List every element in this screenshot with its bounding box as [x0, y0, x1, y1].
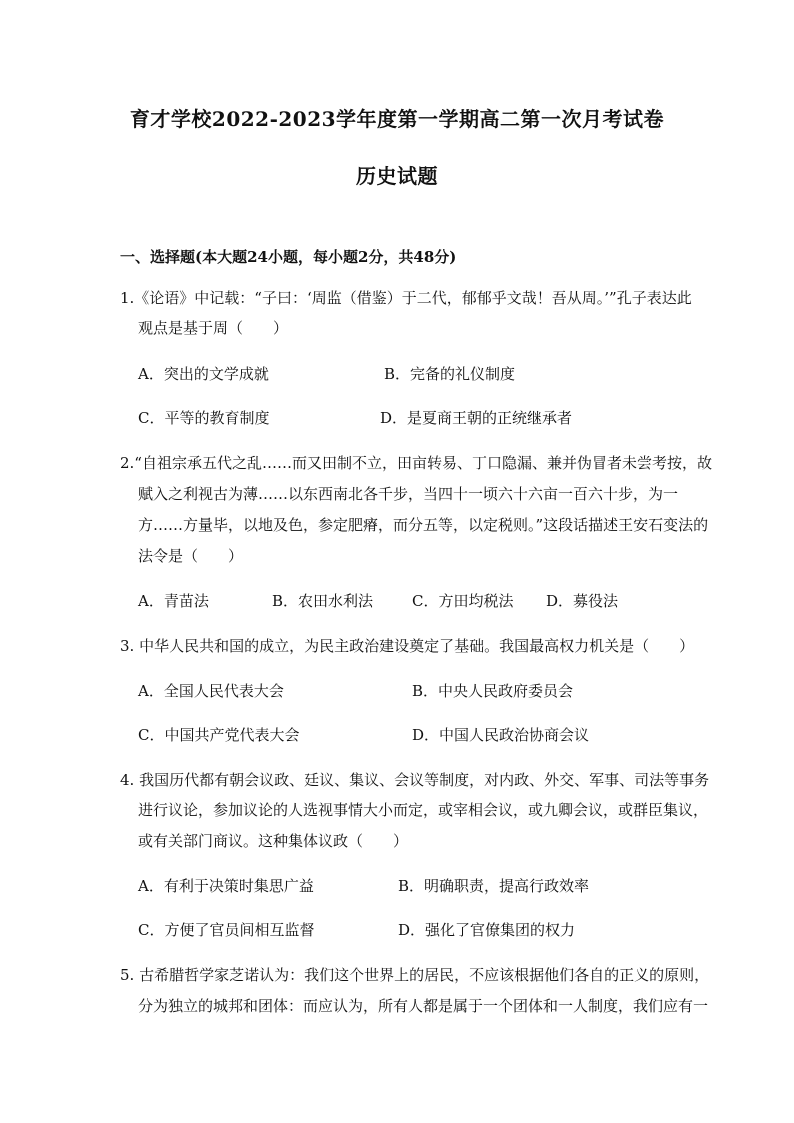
option-c[interactable]: C．方田均税法	[412, 592, 514, 610]
option-c[interactable]: C．方便了官员间相互监督	[138, 921, 315, 939]
question-line: 赋入之利视古为薄……以东西南北各千步，当四十一顷六十六亩一百六十步，为一	[138, 485, 679, 503]
option-b[interactable]: B．中央人民政府委员会	[412, 682, 574, 700]
exam-title: 育才学校2022-2023学年度第一学期高二第一次月考试卷	[129, 107, 665, 131]
option-a[interactable]: A．全国人民代表大会	[138, 682, 284, 700]
question-line: 1.《论语》中记载：“子曰：‘周监（借鉴）于二代，郁郁乎文哉！吾从周。’”孔子表达此	[120, 289, 692, 307]
question-line: 观点是基于周（ ）	[138, 319, 289, 337]
option-b[interactable]: B．完备的礼仪制度	[384, 365, 516, 383]
option-d[interactable]: D．中国人民政治协商会议	[412, 726, 590, 744]
option-d[interactable]: D．强化了官僚集团的权力	[398, 921, 576, 939]
exam-subtitle: 历史试题	[356, 164, 438, 188]
option-a[interactable]: A．突出的文学成就	[138, 365, 269, 383]
question-line: 2.“自祖宗承五代之乱……而又田制不立，田亩转易、丁口隐漏、兼并伪冒者未尝考按，故	[120, 454, 712, 472]
question-line: 5. 古希腊哲学家芝诺认为：我们这个世界上的居民，不应该根据他们各自的正义的原则，	[120, 966, 710, 984]
option-b[interactable]: B．明确职责，提高行政效率	[398, 877, 590, 895]
question-line: 法令是（ ）	[138, 547, 244, 565]
question-line: 3. 中华人民共和国的成立，为民主政治建设奠定了基础。我国最高权力机关是（ ）	[120, 637, 695, 655]
question-line: 或有关部门商议。这种集体议政（ ）	[138, 832, 409, 850]
option-c[interactable]: C．中国共产党代表大会	[138, 726, 300, 744]
question-line: 4. 我国历代都有朝会议政、廷议、集议、会议等制度，对内政、外交、军事、司法等事务	[120, 771, 710, 789]
option-a[interactable]: A．青苗法	[138, 592, 209, 610]
section-heading: 一、选择题(本大题24小题，每小题2分，共48分)	[120, 248, 457, 266]
option-d[interactable]: D．是夏商王朝的正统继承者	[380, 409, 573, 427]
question-line: 方……方量毕，以地及色，参定肥瘠，而分五等，以定税则。”这段话描述王安石变法的	[138, 516, 709, 534]
option-c[interactable]: C．平等的教育制度	[138, 409, 270, 427]
option-d[interactable]: D．募役法	[546, 592, 619, 610]
option-a[interactable]: A．有利于决策时集思广益	[138, 877, 314, 895]
question-line: 进行议论，参加议论的人选视事情大小而定，或宰相会议，或九卿会议，或群臣集议，	[138, 801, 709, 819]
option-b[interactable]: B．农田水利法	[272, 592, 374, 610]
question-line: 分为独立的城邦和团体：而应认为，所有人都是属于一个团体和一人制度，我们应有一	[138, 997, 709, 1015]
